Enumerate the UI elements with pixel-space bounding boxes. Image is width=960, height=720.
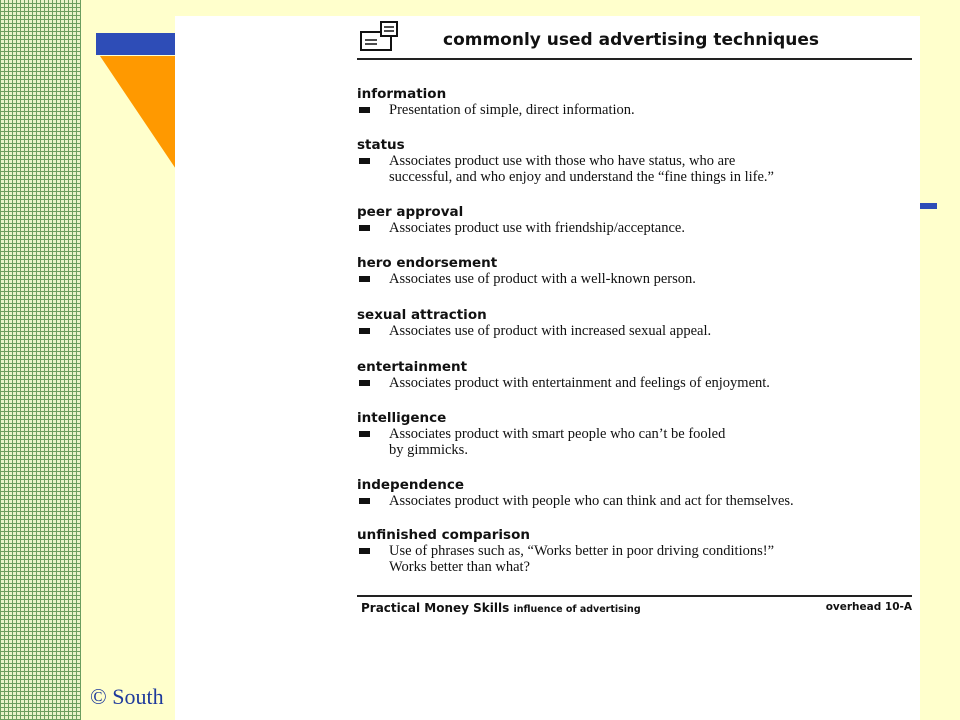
section-sexual-attraction [357, 307, 711, 339]
section-entertainment [357, 359, 770, 391]
bullet-marker [359, 107, 370, 113]
document-content [357, 16, 917, 615]
bullet-marker [359, 276, 370, 282]
footer-code: overhead 10-A [825, 601, 912, 613]
bullet-marker [359, 225, 370, 231]
section-title: peer approval [357, 204, 464, 220]
section-intelligence [357, 410, 725, 458]
section-independence [357, 477, 794, 509]
section-line-continued: successful, and who enjoy and understand the “fine things in life.” [389, 169, 774, 185]
bullet-marker [359, 328, 370, 334]
section-line-continued: Works better than what? [389, 559, 530, 575]
section-title: entertainment [357, 359, 468, 375]
section-line: Associates product use with those who have status, who are [357, 153, 774, 169]
slide-footer-text: © South [90, 684, 164, 709]
footer-brand: Practical Money Skills [361, 601, 510, 615]
section-line: Associates use of product with a well-known person. [357, 271, 696, 287]
overhead-projector-icon [357, 20, 401, 54]
section-line-continued: by gimmicks. [389, 442, 468, 458]
section-hero-endorsement [357, 255, 696, 287]
section-title: intelligence [357, 410, 447, 426]
section-line: Presentation of simple, direct information. [357, 102, 917, 118]
section-title: sexual attraction [357, 307, 487, 323]
bullet-marker [359, 548, 370, 554]
document-image [175, 16, 920, 720]
blue-accent-dash [918, 203, 937, 209]
bullet-marker [359, 431, 370, 437]
blue-accent-bar [96, 33, 186, 55]
footer-brand-line [361, 601, 641, 615]
bullet-marker [359, 158, 370, 164]
section-line: Associates product with people who can think and act for themselves. [357, 493, 794, 509]
section-status [357, 137, 774, 185]
document-footer [357, 601, 912, 621]
footer-divider [357, 595, 912, 597]
section-line: Associates use of product with increased sexual appeal. [357, 323, 711, 339]
bullet-marker [359, 498, 370, 504]
section-peer-approval [357, 204, 685, 236]
section-line: Use of phrases such as, “Works better in poor driving conditions!” [357, 543, 774, 559]
section-unfinished-comparison [357, 527, 774, 575]
section-title: hero endorsement [357, 255, 498, 271]
section-line: Associates product with entertainment and feelings of enjoyment. [357, 375, 770, 391]
section-line: Associates product use with friendship/acceptance. [357, 220, 685, 236]
footer-subject: influence of advertising [513, 604, 641, 615]
section-title: status [357, 137, 405, 153]
section-title: information [357, 86, 447, 102]
section-title: independence [357, 477, 465, 493]
document-title: commonly used advertising techniques [443, 30, 820, 50]
section-title: unfinished comparison [357, 527, 530, 543]
bullet-marker [359, 380, 370, 386]
document-header [357, 16, 912, 60]
section-information [357, 86, 917, 118]
technique-list [357, 86, 917, 575]
section-line: Associates product with smart people who can’t be fooled [357, 426, 725, 442]
